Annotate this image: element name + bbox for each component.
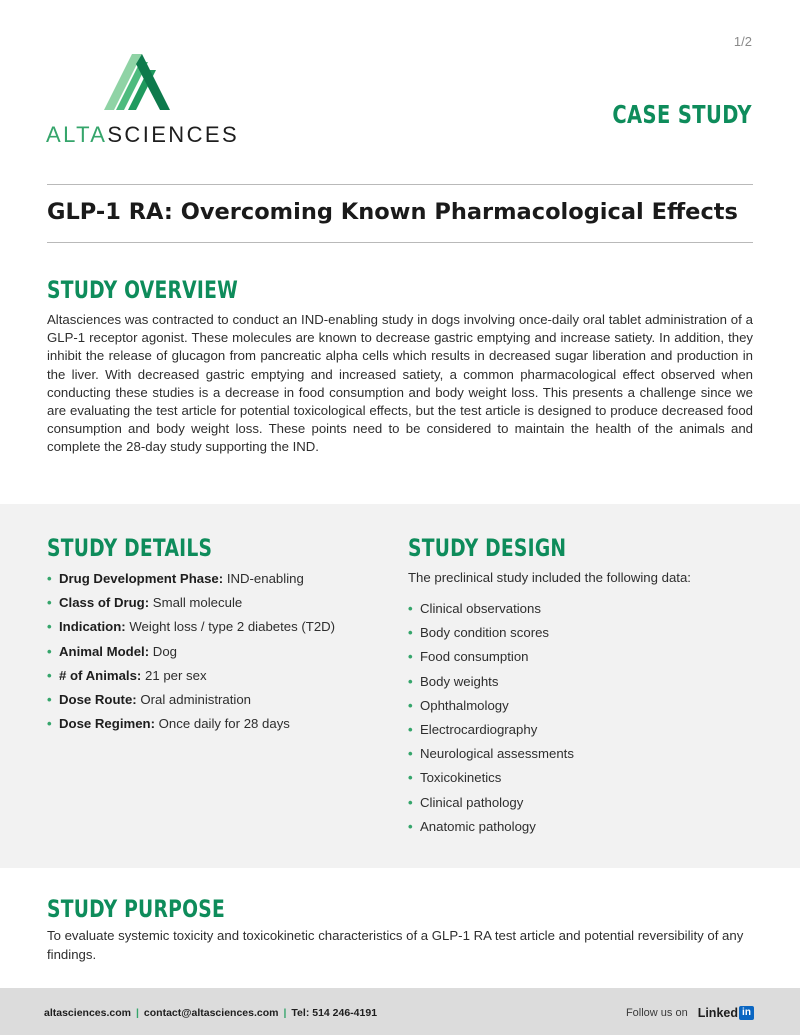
detail-label: Dose Route: [59, 691, 137, 707]
list-item [408, 745, 574, 769]
footer-contacts [44, 1007, 377, 1019]
details-heading: STUDY DETAILS [47, 534, 213, 562]
list-item [408, 697, 574, 721]
bullet-icon: • [408, 770, 413, 786]
logo-word-sciences: SCIENCES [107, 122, 240, 147]
bullet-icon: • [408, 649, 413, 665]
bullet-icon: • [47, 571, 52, 586]
bullet-icon: • [408, 794, 413, 810]
detail-label: Dose Regimen: [59, 716, 155, 732]
detail-value: Small molecule [152, 595, 243, 611]
website-link[interactable]: altasciences.com [44, 1007, 131, 1019]
design-item: Toxicokinetics [420, 770, 502, 786]
email-link[interactable]: contact@altasciences.com [143, 1007, 279, 1019]
follow-text: Follow us on [625, 1007, 688, 1019]
logo-wordmark [46, 122, 239, 148]
design-item: Food consumption [420, 649, 529, 665]
overview-heading: STUDY OVERVIEW [47, 276, 238, 304]
design-item: Anatomic pathology [420, 818, 536, 834]
social-follow [626, 1006, 754, 1020]
logo-word-alta: ALTA [46, 122, 108, 147]
altasciences-chevron-icon [104, 52, 170, 118]
bullet-icon: • [408, 721, 413, 737]
purpose-paragraph: To evaluate systemic toxicity and toxicokinetic characteristics of a GLP-1 RA test article and potential reversibility of any findings. [47, 928, 744, 962]
list-item [408, 624, 574, 648]
footer-separator: | [135, 1007, 139, 1019]
list-item [47, 618, 335, 642]
list-item [47, 715, 335, 739]
details-list [47, 570, 335, 739]
list-item [408, 600, 574, 624]
list-item [408, 818, 574, 842]
list-item [47, 691, 335, 715]
footer [0, 988, 800, 1035]
top-divider [47, 184, 753, 185]
altasciences-logo[interactable] [46, 52, 246, 148]
detail-label: Indication: [59, 619, 126, 635]
detail-value: Once daily for 28 days [158, 716, 290, 732]
list-item [47, 570, 335, 594]
bullet-icon: • [47, 691, 52, 707]
list-item [408, 794, 574, 818]
title-divider [47, 242, 753, 243]
design-intro: The preclinical study included the following data: [408, 570, 691, 585]
page-number: 1/2 [733, 34, 752, 49]
design-item: Body condition scores [420, 625, 550, 641]
bullet-icon: • [47, 619, 52, 635]
detail-value: Oral administration [140, 691, 252, 707]
detail-value: Weight loss / type 2 diabetes (T2D) [129, 619, 336, 635]
bullet-icon: • [408, 673, 413, 689]
detail-label: Drug Development Phase: [59, 571, 224, 586]
bullet-icon: • [408, 818, 413, 834]
detail-label: # of Animals: [59, 667, 142, 683]
list-item [47, 643, 335, 667]
design-item: Clinical observations [420, 601, 541, 616]
detail-label: Animal Model: [59, 643, 150, 659]
bullet-icon: • [408, 697, 413, 713]
list-item [408, 721, 574, 745]
list-item [408, 648, 574, 672]
bullet-icon: • [408, 625, 413, 641]
document-title: GLP-1 RA: Overcoming Known Pharmacological Effects [47, 199, 738, 225]
list-item [47, 667, 335, 691]
bullet-icon: • [47, 643, 52, 659]
design-item: Clinical pathology [420, 794, 524, 810]
list-item [408, 673, 574, 697]
list-item [408, 769, 574, 793]
linkedin-icon: in [739, 1006, 754, 1020]
bullet-icon: • [47, 595, 52, 611]
detail-value: IND-enabling [226, 571, 304, 586]
case-study-label: CASE STUDY [612, 100, 752, 129]
footer-separator: | [283, 1007, 287, 1019]
design-item: Body weights [420, 673, 499, 689]
design-list [408, 600, 574, 842]
bullet-icon: • [47, 716, 52, 732]
detail-label: Class of Drug: [59, 595, 150, 611]
list-item [47, 594, 335, 618]
purpose-heading: STUDY PURPOSE [47, 895, 225, 923]
detail-value: Dog [152, 643, 177, 659]
detail-value: 21 per sex [144, 667, 207, 683]
linkedin-link[interactable] [698, 1006, 754, 1020]
design-item: Ophthalmology [420, 697, 509, 713]
design-item: Electrocardiography [420, 721, 538, 737]
bullet-icon: • [47, 667, 52, 683]
bullet-icon: • [408, 746, 413, 762]
bullet-icon: • [408, 601, 413, 616]
phone-number: Tel: 514 246-4191 [291, 1007, 378, 1019]
overview-paragraph: Altasciences was contracted to conduct an IND-enabling study in dogs involving once-daily oral tablet administration of a GLP-1 receptor agonist. These molecules are known to decrease gastric emptying and increase satiety. In addition, they inhibit the release of glucagon from pancreatic alpha cells which results in decreased sugar liberation and production in the liver. With decreased gastric emptying and increased satiety, a common pharmacological effect observed when conducting these studies is a decrease in food consumption and body weight loss. This presents a challenge since we are evaluating the test article for potential toxicological effects, but the test article is designed to produce decreased food consumption and body weight loss. These points need to be considered to maintain the health of the animals and complete the 28-day study supporting the IND. [47, 312, 753, 455]
linkedin-wordmark: Linked [697, 1006, 738, 1020]
design-item: Neurological assessments [420, 746, 574, 762]
design-heading: STUDY DESIGN [408, 534, 567, 562]
